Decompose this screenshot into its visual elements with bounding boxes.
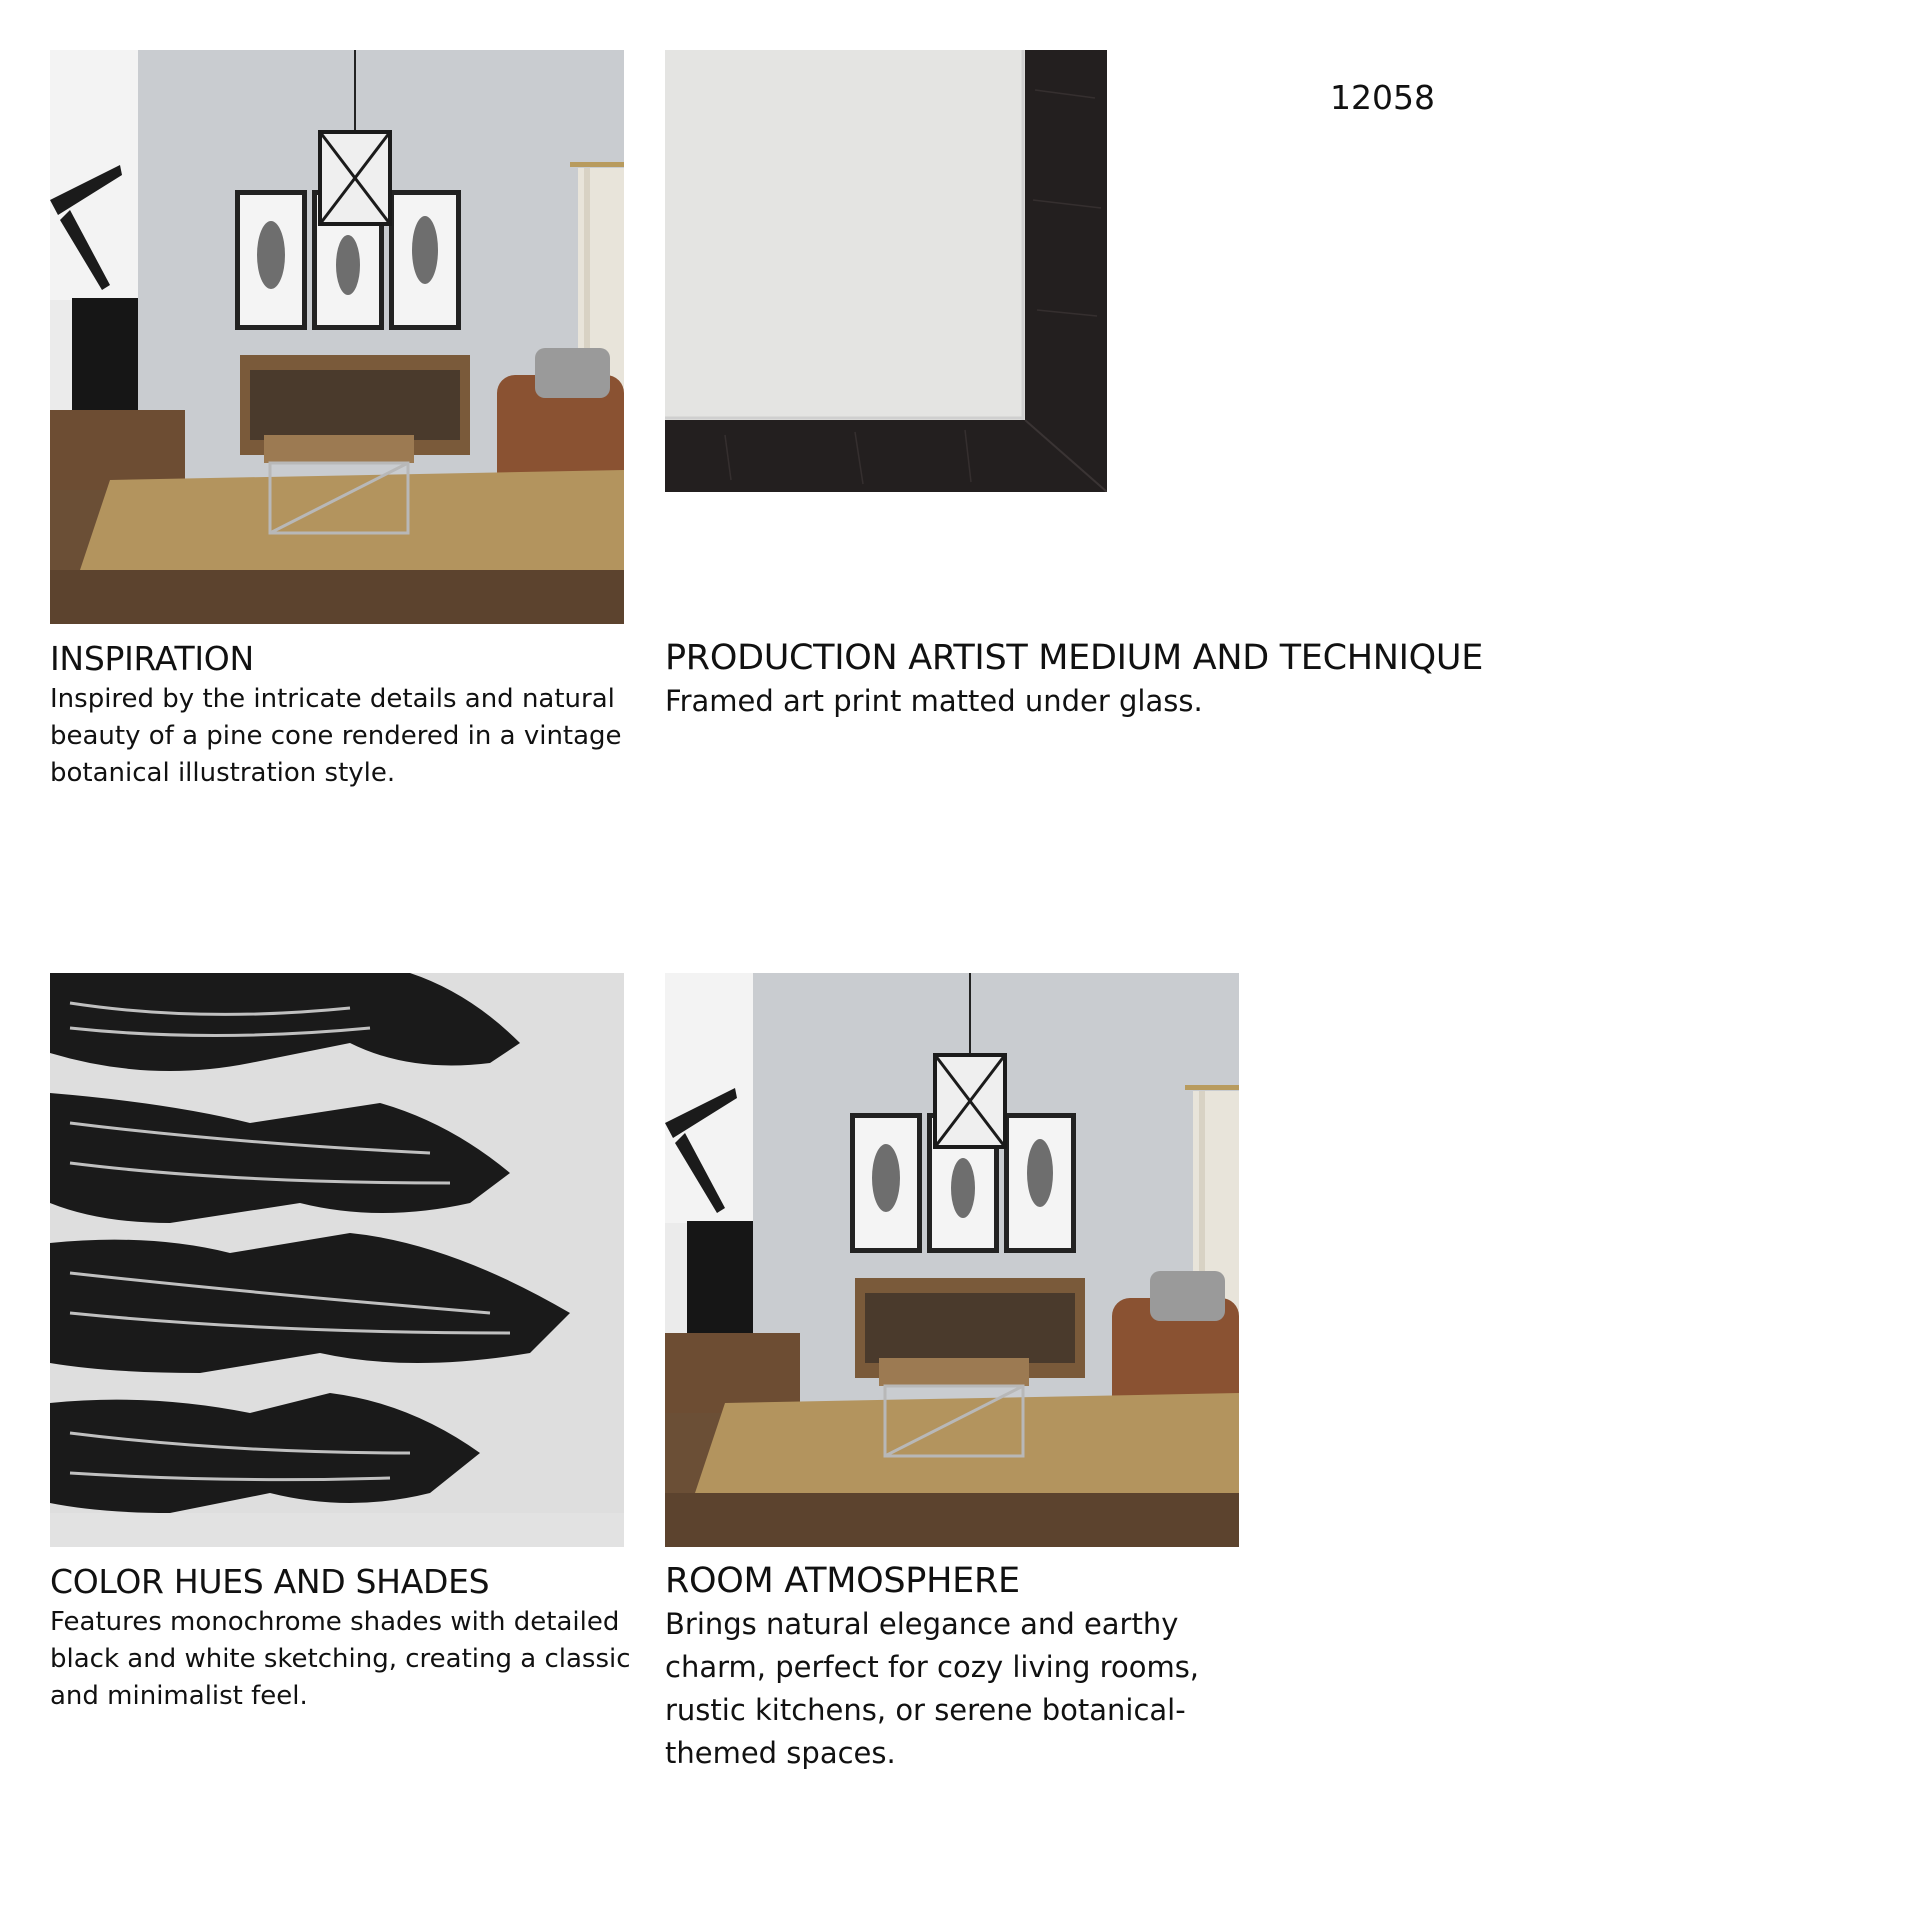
room-atmosphere-illustration xyxy=(665,973,1239,1547)
color-section xyxy=(50,1562,650,1715)
room-scene-illustration xyxy=(50,50,624,624)
frame-corner-illustration xyxy=(665,50,1107,492)
room-text: Brings natural elegance and earthy charm, perfect for cozy living rooms, rustic kitchens, or serene botanical-themed spaces. xyxy=(665,1607,1200,1770)
room-section xyxy=(665,1561,1225,1775)
frame-corner-photo xyxy=(665,50,1107,492)
inspiration-room-photo xyxy=(50,50,624,624)
inspiration-text: Inspired by the intricate details and natural beauty of a pine cone rendered in a vintage botanical illustration style. xyxy=(50,684,622,788)
color-text: Features monochrome shades with detailed black and white sketching, creating a classic and minimalist feel. xyxy=(50,1607,631,1711)
room-atmosphere-photo xyxy=(665,973,1239,1547)
pine-cone-sketch-illustration xyxy=(50,973,624,1547)
color-heading: COLOR HUES AND SHADES xyxy=(50,1562,490,1601)
room-heading: ROOM ATMOSPHERE xyxy=(665,1561,1020,1601)
sketch-detail-photo xyxy=(50,973,624,1547)
production-text: Framed art print matted under glass. xyxy=(665,684,1203,718)
inspiration-heading: INSPIRATION xyxy=(50,639,254,678)
inspiration-section xyxy=(50,639,650,792)
production-heading: PRODUCTION ARTIST MEDIUM AND TECHNIQUE xyxy=(665,638,1484,678)
product-sku: 12058 xyxy=(1330,78,1435,117)
production-section xyxy=(665,638,1665,723)
